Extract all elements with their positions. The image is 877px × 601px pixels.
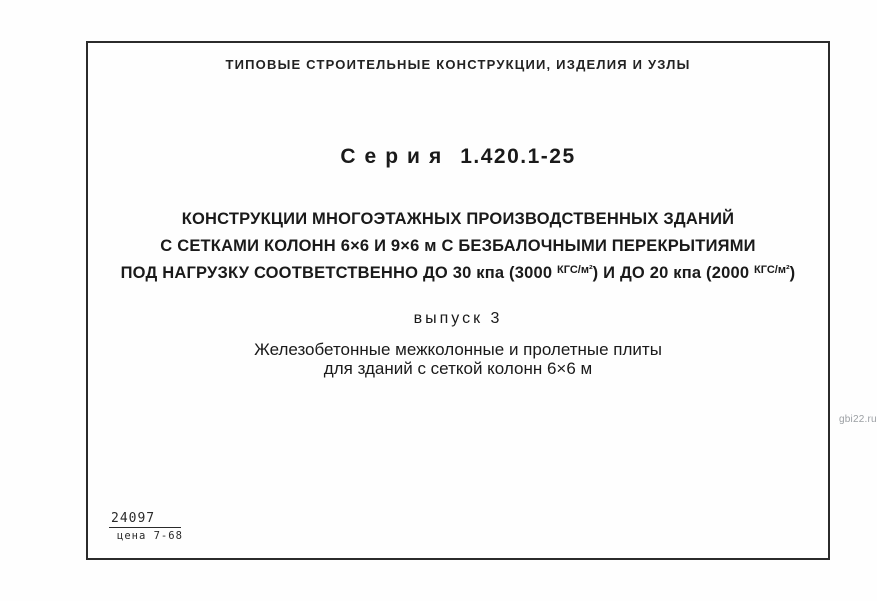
series-label: Серия [340,145,451,168]
title-line-2: С СЕТКАМИ КОЛОНН 6×6 И 9×6 м С БЕЗБАЛОЧНЫМИ ПЕРЕКРЫТИЯМИ [160,237,756,255]
subtitle-line-2: для зданий с сеткой колонн 6×6 м [323,359,593,378]
document-page [86,41,830,560]
watermark-text: gbi22.ru [839,414,877,425]
issue-number: выпуск 3 [413,310,503,327]
title-line-3-text: ) И ДО 20 кпа (2000 [592,264,755,282]
imprint-block [109,507,183,542]
load-unit-2: КГС/м² [754,264,790,276]
imprint-code: 24097 [109,511,181,528]
load-unit-1: КГС/м² [557,264,593,276]
series-number: 1.420.1-25 [460,145,576,168]
title-line-3 [88,260,828,289]
main-title [88,206,828,289]
title-line-3-text: ПОД НАГРУЗКУ СООТВЕТСТВЕННО ДО 30 кпа (3000 [120,264,558,282]
subtitle [88,340,828,378]
series-line [88,145,828,169]
document-header: ТИПОВЫЕ СТРОИТЕЛЬНЫЕ КОНСТРУКЦИИ, ИЗДЕЛИЯ И УЗЛЫ [225,57,691,72]
imprint-price: цена 7-68 [117,530,183,542]
title-line-1: КОНСТРУКЦИИ МНОГОЭТАЖНЫХ ПРОИЗВОДСТВЕННЫХ ЗДАНИЙ [181,210,735,228]
title-line-3-text: ) [789,264,796,282]
subtitle-line-1: Железобетонные межколонные и пролетные плиты [254,340,662,359]
